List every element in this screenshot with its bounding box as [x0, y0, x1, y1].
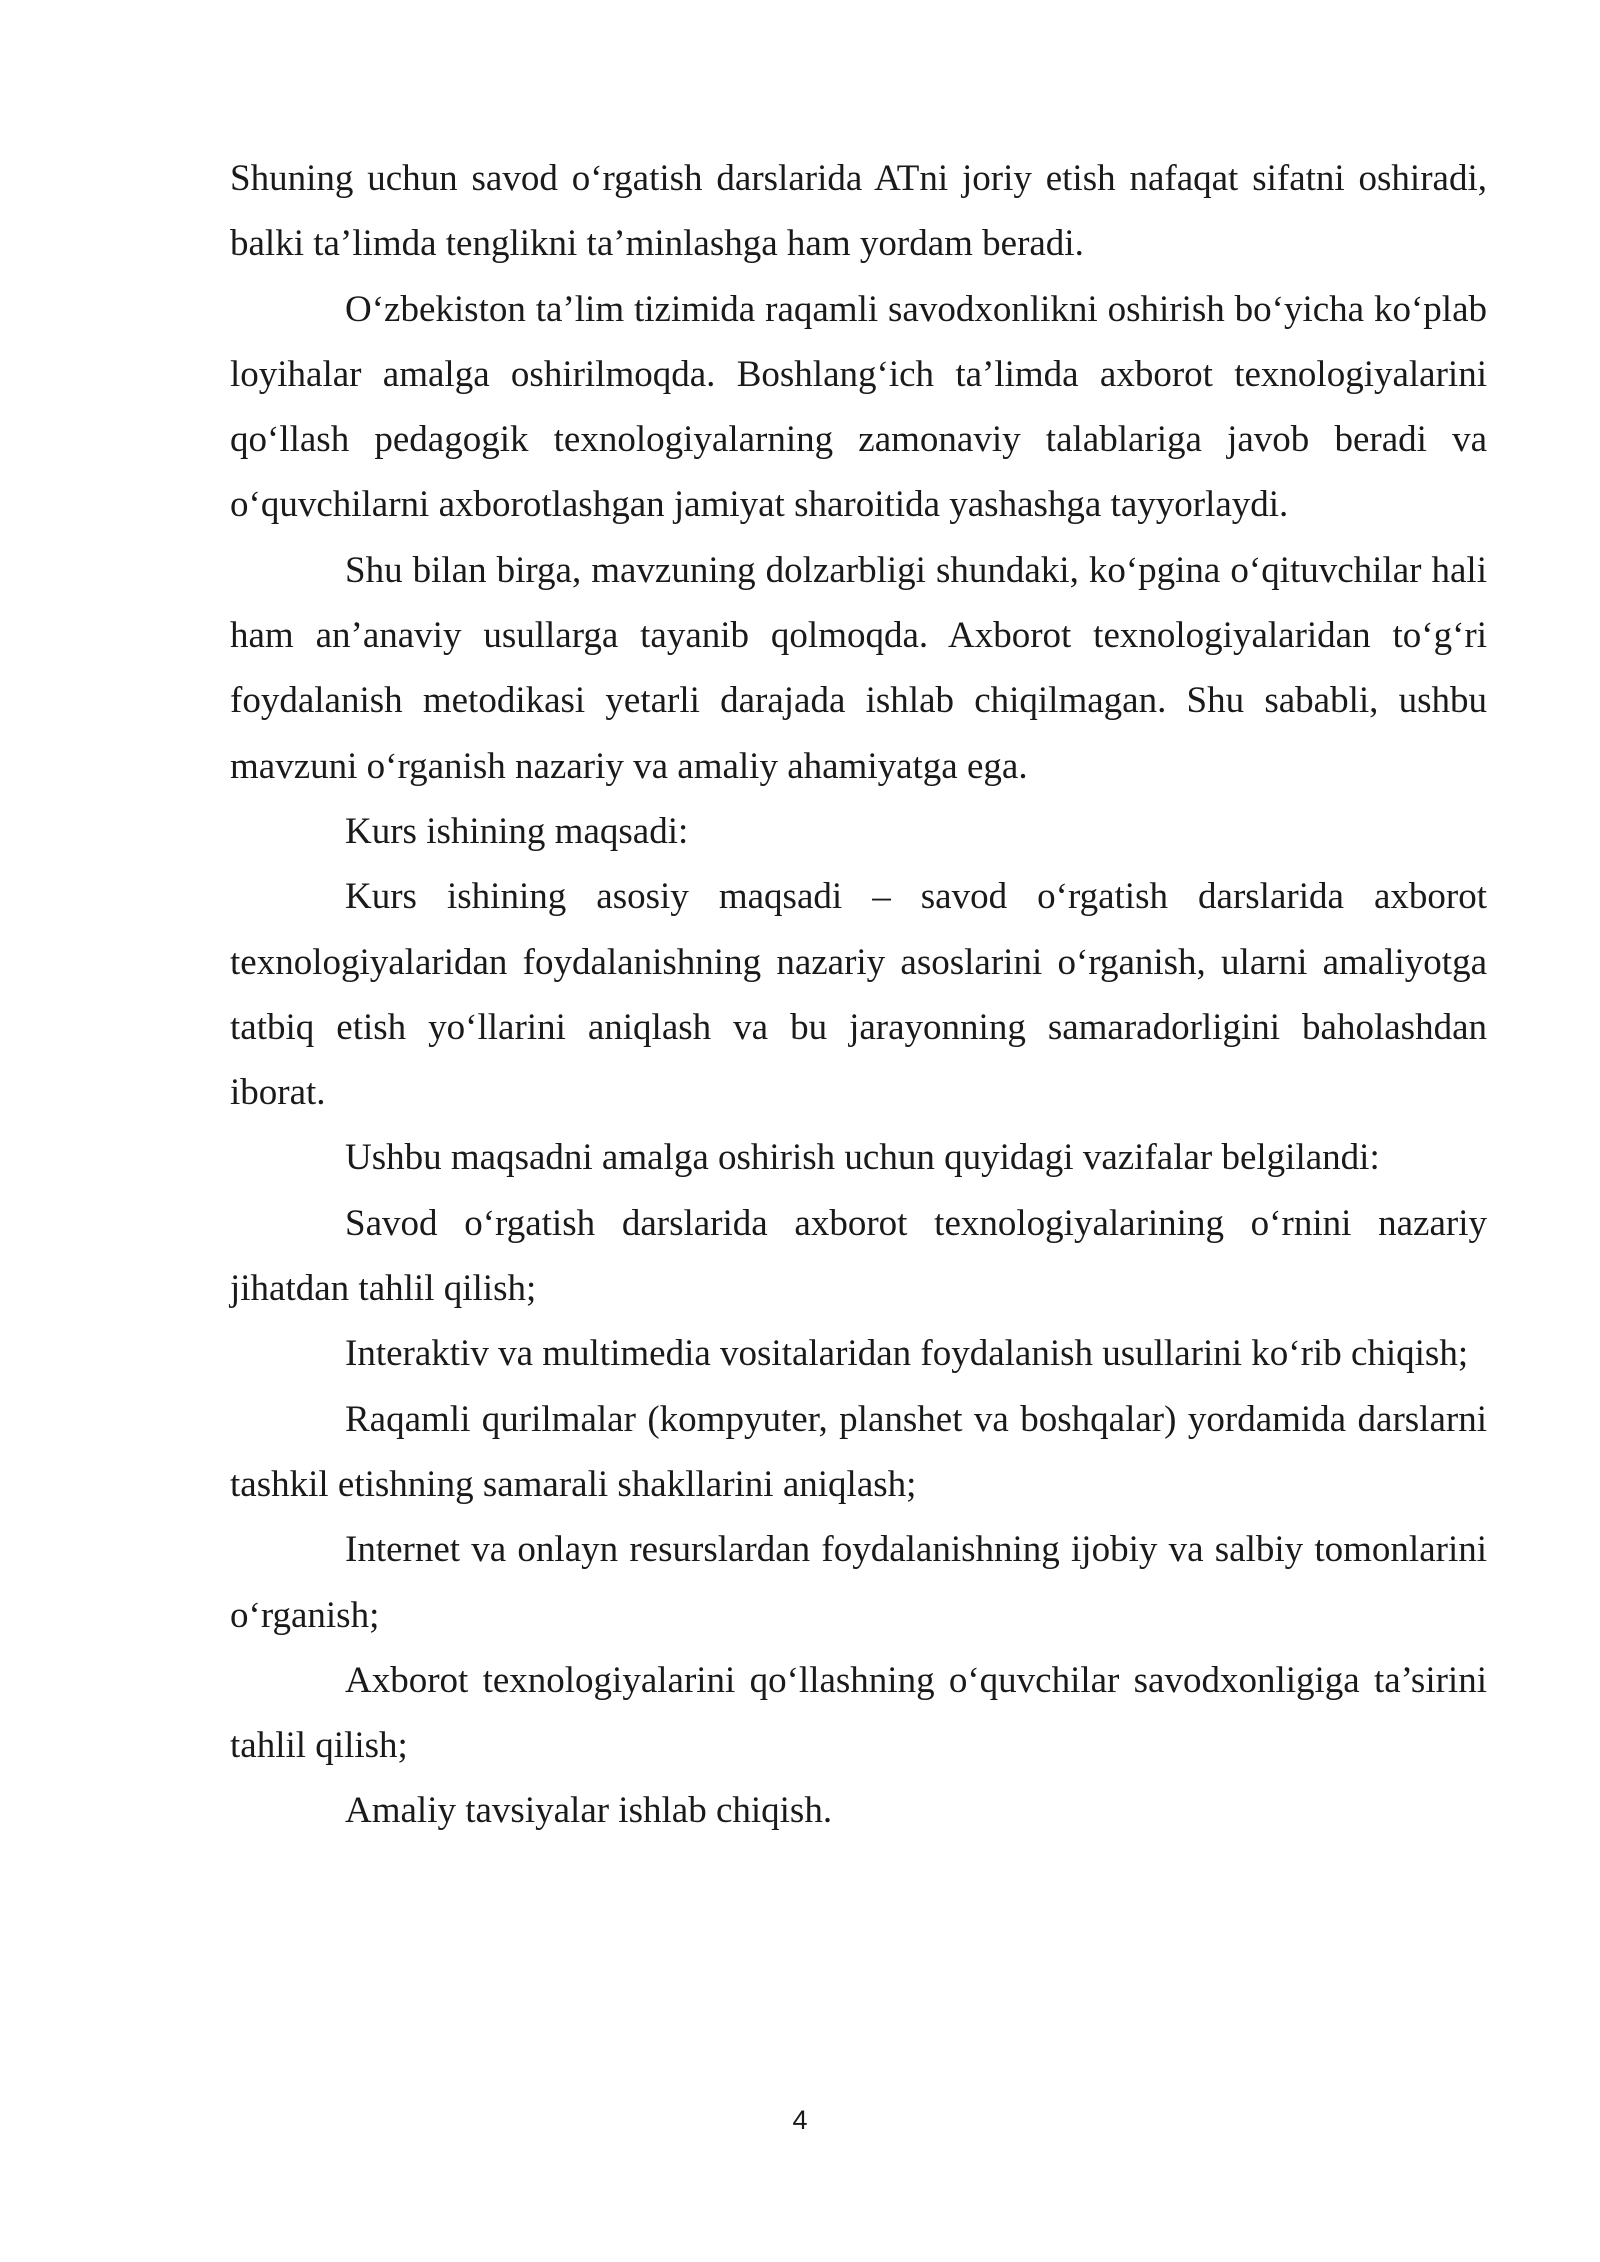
task-item: Axborot texnologiyalarini qo‘llashning o‘quvchilar savodxonligiga ta’sirini tahlil qilish;: [230, 1659, 1487, 1767]
body-text: [230, 146, 1487, 1844]
task-item: Interaktiv va multimedia vositalaridan foydalanish usullarini ko‘rib chiqish;: [345, 1333, 1469, 1375]
section-heading: Kurs ishining maqsadi:: [345, 810, 689, 852]
paragraph: O‘zbekiston ta’lim tizimida raqamli savodxonlikni oshirish bo‘yicha ko‘plab loyihalar amalga oshirilmoqda. Boshlang‘ich ta’limda axborot texnologiyalarini qo‘llash pedagogik texnologiyalarning zamonaviy talablariga javob beradi va o‘quvchilarni axborotlashgan jamiyat sharoitida yashashga tayyorlaydi.: [230, 288, 1487, 526]
task-item: Amaliy tavsiyalar ishlab chiqish.: [345, 1790, 833, 1832]
task-item: Savod o‘rgatish darslarida axborot texnologiyalarining o‘rnini nazariy jihatdan tahlil qilish;: [230, 1202, 1487, 1310]
paragraph: Ushbu maqsadni amalga oshirish uchun quyidagi vazifalar belgilandi:: [345, 1137, 1380, 1179]
paragraph: Kurs ishining asosiy maqsadi – savod o‘rgatish darslarida axborot texnologiyalaridan foydalanishning nazariy asoslarini o‘rganish, ularni amaliyotga tatbiq etish yo‘llarini aniqlash va bu jarayonning samaradorligini baholashdan iborat.: [230, 876, 1487, 1114]
paragraph: Shu bilan birga, mavzuning dolzarbligi shundaki, ko‘pgina o‘qituvchilar hali ham an’anaviy usullarga tayanib qolmoqda. Axborot texnologiyalaridan to‘g‘ri foydalanish metodikasi yetarli darajada ishlab chiqilmagan. Shu sababli, ushbu mavzuni o‘rganish nazariy va amaliy ahamiyatga ega.: [230, 549, 1487, 787]
paragraph: Shuning uchun savod o‘rgatish darslarida ATni joriy etish nafaqat sifatni oshiradi, balki ta’limda tenglikni ta’minlashga ham yordam beradi.: [230, 158, 1487, 265]
task-item: Raqamli qurilmalar (kompyuter, planshet va boshqalar) yordamida darslarni tashkil etishning samarali shakllarini aniqlash;: [230, 1398, 1487, 1505]
page-number: 4: [792, 2105, 808, 2135]
task-item: Internet va onlayn resurslardan foydalanishning ijobiy va salbiy tomonlarini o‘rganish;: [230, 1529, 1487, 1636]
